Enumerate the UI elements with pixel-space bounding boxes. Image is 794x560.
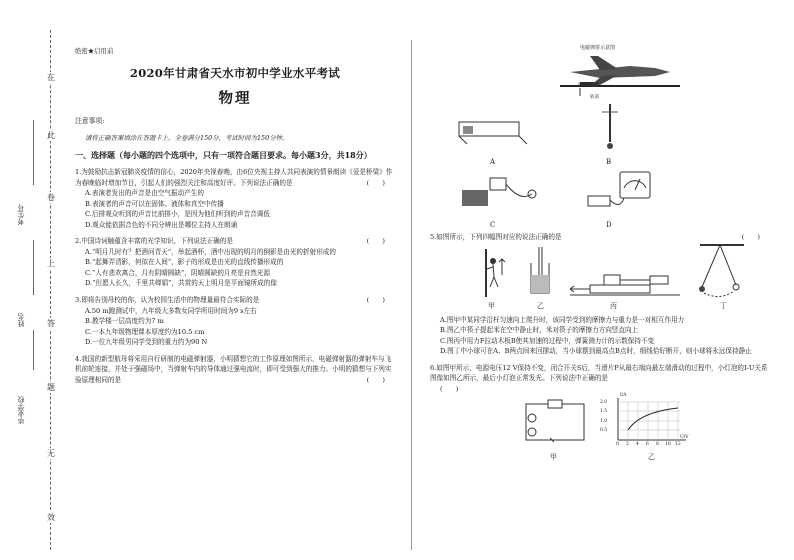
field-examno: 考生号 <box>17 204 25 226</box>
option: A.“明月几时有？把酒问青天”，举起酒杯，酒中出现的明月的倒影是由光的折射形成的 <box>85 247 336 256</box>
graph-ytick: 2.0 <box>600 400 608 406</box>
graph-ylabel: I/A <box>620 393 627 399</box>
fig-pendulum-icon <box>692 243 752 301</box>
section-heading: 一、选择题（每小题的四个选项中，只有一项符合题目要求。每小题3分，共18分） <box>75 149 372 160</box>
notice-text: 请将正确答案填涂在答题卡上。全卷满分150分，考试时间为150分钟。 <box>85 133 289 142</box>
option: D.一位九年级男同学受到的重力约为90 N <box>85 338 208 347</box>
question-6 <box>430 363 770 465</box>
option: B.教学楼一层高度约为7 m <box>85 317 164 326</box>
question-5 <box>430 232 770 357</box>
q5-figures <box>430 243 770 315</box>
seal-char: 无 <box>44 448 58 459</box>
option: C.“人有悲欢离合，月有阴晴圆缺”，阴晴圆缺的月亮是自然光源 <box>85 268 271 277</box>
fig-b-rod-icon <box>590 102 630 157</box>
graph-xtick: 4 <box>636 442 639 448</box>
seal-char: 在 <box>44 72 58 83</box>
answer-paren: ( ) <box>366 178 385 187</box>
iu-graph <box>600 394 690 450</box>
left-column <box>75 46 395 385</box>
right-column <box>430 40 770 464</box>
fig-label-yi: 乙 <box>537 301 544 310</box>
subject-title: 物理 <box>218 89 252 107</box>
question-stem: 5.如图所示，下列四幅图对应的说法正确的是 <box>430 233 562 241</box>
graph-xtick: 8 <box>656 442 659 448</box>
graph-xlabel: U/V <box>680 435 689 441</box>
option: B.“起舞弄清影，何似在人间”，影子的形成是由光的直线传播形成的 <box>85 258 284 267</box>
field-school: 毕业学校 <box>17 396 25 424</box>
fig-label-jia: 甲 <box>488 301 495 310</box>
column-divider <box>411 40 412 550</box>
fig-label-bing: 丙 <box>610 301 617 310</box>
diagram-label-car: 弹射车 <box>578 83 592 88</box>
option: B.图乙中筷子提起米在空中静止时，米对筷子的摩擦力方向竖直向上 <box>440 326 639 335</box>
question-stem: 4.我国的新型航母将采用自行研制的电磁弹射器，小明猜想它的工作原理如图所示，电磁弹射器的弹射车与飞机前轮连接，并处于强磁场中，当弹射车内的导体通过强电流时，即可受到强大的推力。小明的猜想与下列实验原理相同的是 <box>75 354 392 384</box>
option: A.图甲中某同学沿杆匀速向上爬升时，该同学受到的摩擦力与重力是一对相互作用力 <box>440 315 685 324</box>
q4-figures <box>430 102 770 232</box>
fig-board-icon <box>570 261 680 301</box>
fig-label-a: A <box>490 158 496 166</box>
seal-char: 此 <box>44 130 58 141</box>
fig-label-b: B <box>606 158 612 166</box>
fig-label-jia: 甲 <box>550 453 557 462</box>
seal-char: 题 <box>44 382 58 393</box>
jet-diagram-icon <box>560 52 680 102</box>
fig-label-d: D <box>606 221 612 229</box>
option: D.“但愿人长久，千里共婵娟”，共赏的天上明月是平面镜所成的像 <box>85 279 277 288</box>
answer-paren: ( ) <box>366 375 385 384</box>
question-stem: 6.如图甲所示，电源电压12 V保持不变，闭合开关S后，当滑片P从最右端向最左端滑动的过程中，小灯泡的I-U关系图像如图乙所示，最后小灯泡正常发光。下列说法中正确的是 <box>430 363 768 383</box>
field-examno-line <box>33 120 34 185</box>
graph-xtick: 0 <box>616 442 619 448</box>
exam-title: 2020年甘肃省天水市初中学业水平考试 <box>129 66 341 81</box>
option: A.表演者发出的声音是由空气振动产生的 <box>85 189 204 198</box>
seal-char: 效 <box>44 512 58 523</box>
binding-dashed-line <box>50 30 51 550</box>
fig-label-yi: 乙 <box>648 453 655 462</box>
option: D.图丁中小球可在A、B两点间来回摆动，当小球摆到最高点B点时，细线恰好断开，则小球将永远保持静止 <box>440 347 752 356</box>
graph-xtick: 12 <box>675 442 681 448</box>
answer-paren: ( ) <box>366 237 385 246</box>
fig-climber-icon <box>480 249 510 299</box>
question-3 <box>75 295 395 348</box>
question-1 <box>75 167 395 230</box>
graph-xtick: 6 <box>646 442 649 448</box>
fig-label-c: C <box>490 221 496 229</box>
notice-heading: 注意事项: <box>75 116 105 125</box>
iu-curve <box>628 408 678 430</box>
binding-margin <box>0 0 70 560</box>
answer-paren: ( ) <box>741 233 760 241</box>
fig-label-ding: 丁 <box>720 301 727 310</box>
fig-d-galvanometer-icon <box>580 170 670 215</box>
graph-ytick: 1.5 <box>600 409 608 415</box>
option: C.后排观众听到的声音比前排小，是因为他们听到的声音音调低 <box>85 210 270 219</box>
option: C.图丙中用力F拉动木板B使其加速的过程中，弹簧测力计的示数保持不变 <box>440 336 655 345</box>
catapult-diagram <box>430 40 770 102</box>
question-stem: 3.即将告别母校的你，认为校园生活中的物理量最符合实际的是 <box>75 295 260 304</box>
diagram-caption: 电磁弹射示意图 <box>580 45 616 51</box>
seal-char: 答 <box>44 318 58 329</box>
diagram-label-track: 轨道 <box>590 95 599 100</box>
question-4 <box>75 354 395 386</box>
option: C.一本九年级物理课本厚度约为10.5 cm <box>85 327 205 336</box>
answer-paren: ( ) <box>366 295 385 304</box>
answer-paren: ( ) <box>440 384 459 393</box>
q6-figures <box>430 394 770 464</box>
field-name-line <box>33 240 34 295</box>
graph-xtick: 2 <box>626 442 629 448</box>
graph-ytick: 0.5 <box>600 428 608 434</box>
question-stem: 1.为鼓励抗击新冠肺炎疫情的信心，2020年央视春晚，由6位央视主持人共同表演的情景朗读《爱是桥梁》作为春晚临时增加节目，引起人们的强烈关注和高度好评。下列说法正确的是 <box>75 167 393 187</box>
field-name: 姓名 <box>17 313 25 327</box>
question-2 <box>75 236 395 289</box>
option: A.50 m跑测试中，九年级大多数女同学所用时间为9 s左右 <box>85 306 257 315</box>
fig-c-circuit-icon <box>460 172 540 212</box>
fig-a-magnet-icon <box>455 112 535 152</box>
graph-ytick: 1.0 <box>600 419 608 425</box>
option: B.表演者的声音可以在固体、液体和真空中传播 <box>85 199 224 208</box>
field-school-line <box>33 330 34 370</box>
fig-chopsticks-icon <box>525 245 555 299</box>
fig-circuit-icon <box>520 398 590 448</box>
secret-mark: 绝密★启用前 <box>75 47 114 55</box>
option: D.观众能依据音色的不同分辨出是哪位主持人在朗诵 <box>85 220 238 229</box>
seal-char: 上 <box>44 258 58 269</box>
seal-char: 卷 <box>44 192 58 203</box>
graph-xtick: 10 <box>665 442 671 448</box>
question-stem: 2.中国诗词触蕴含丰富的光学知识，下列说法正确的是 <box>75 237 233 246</box>
